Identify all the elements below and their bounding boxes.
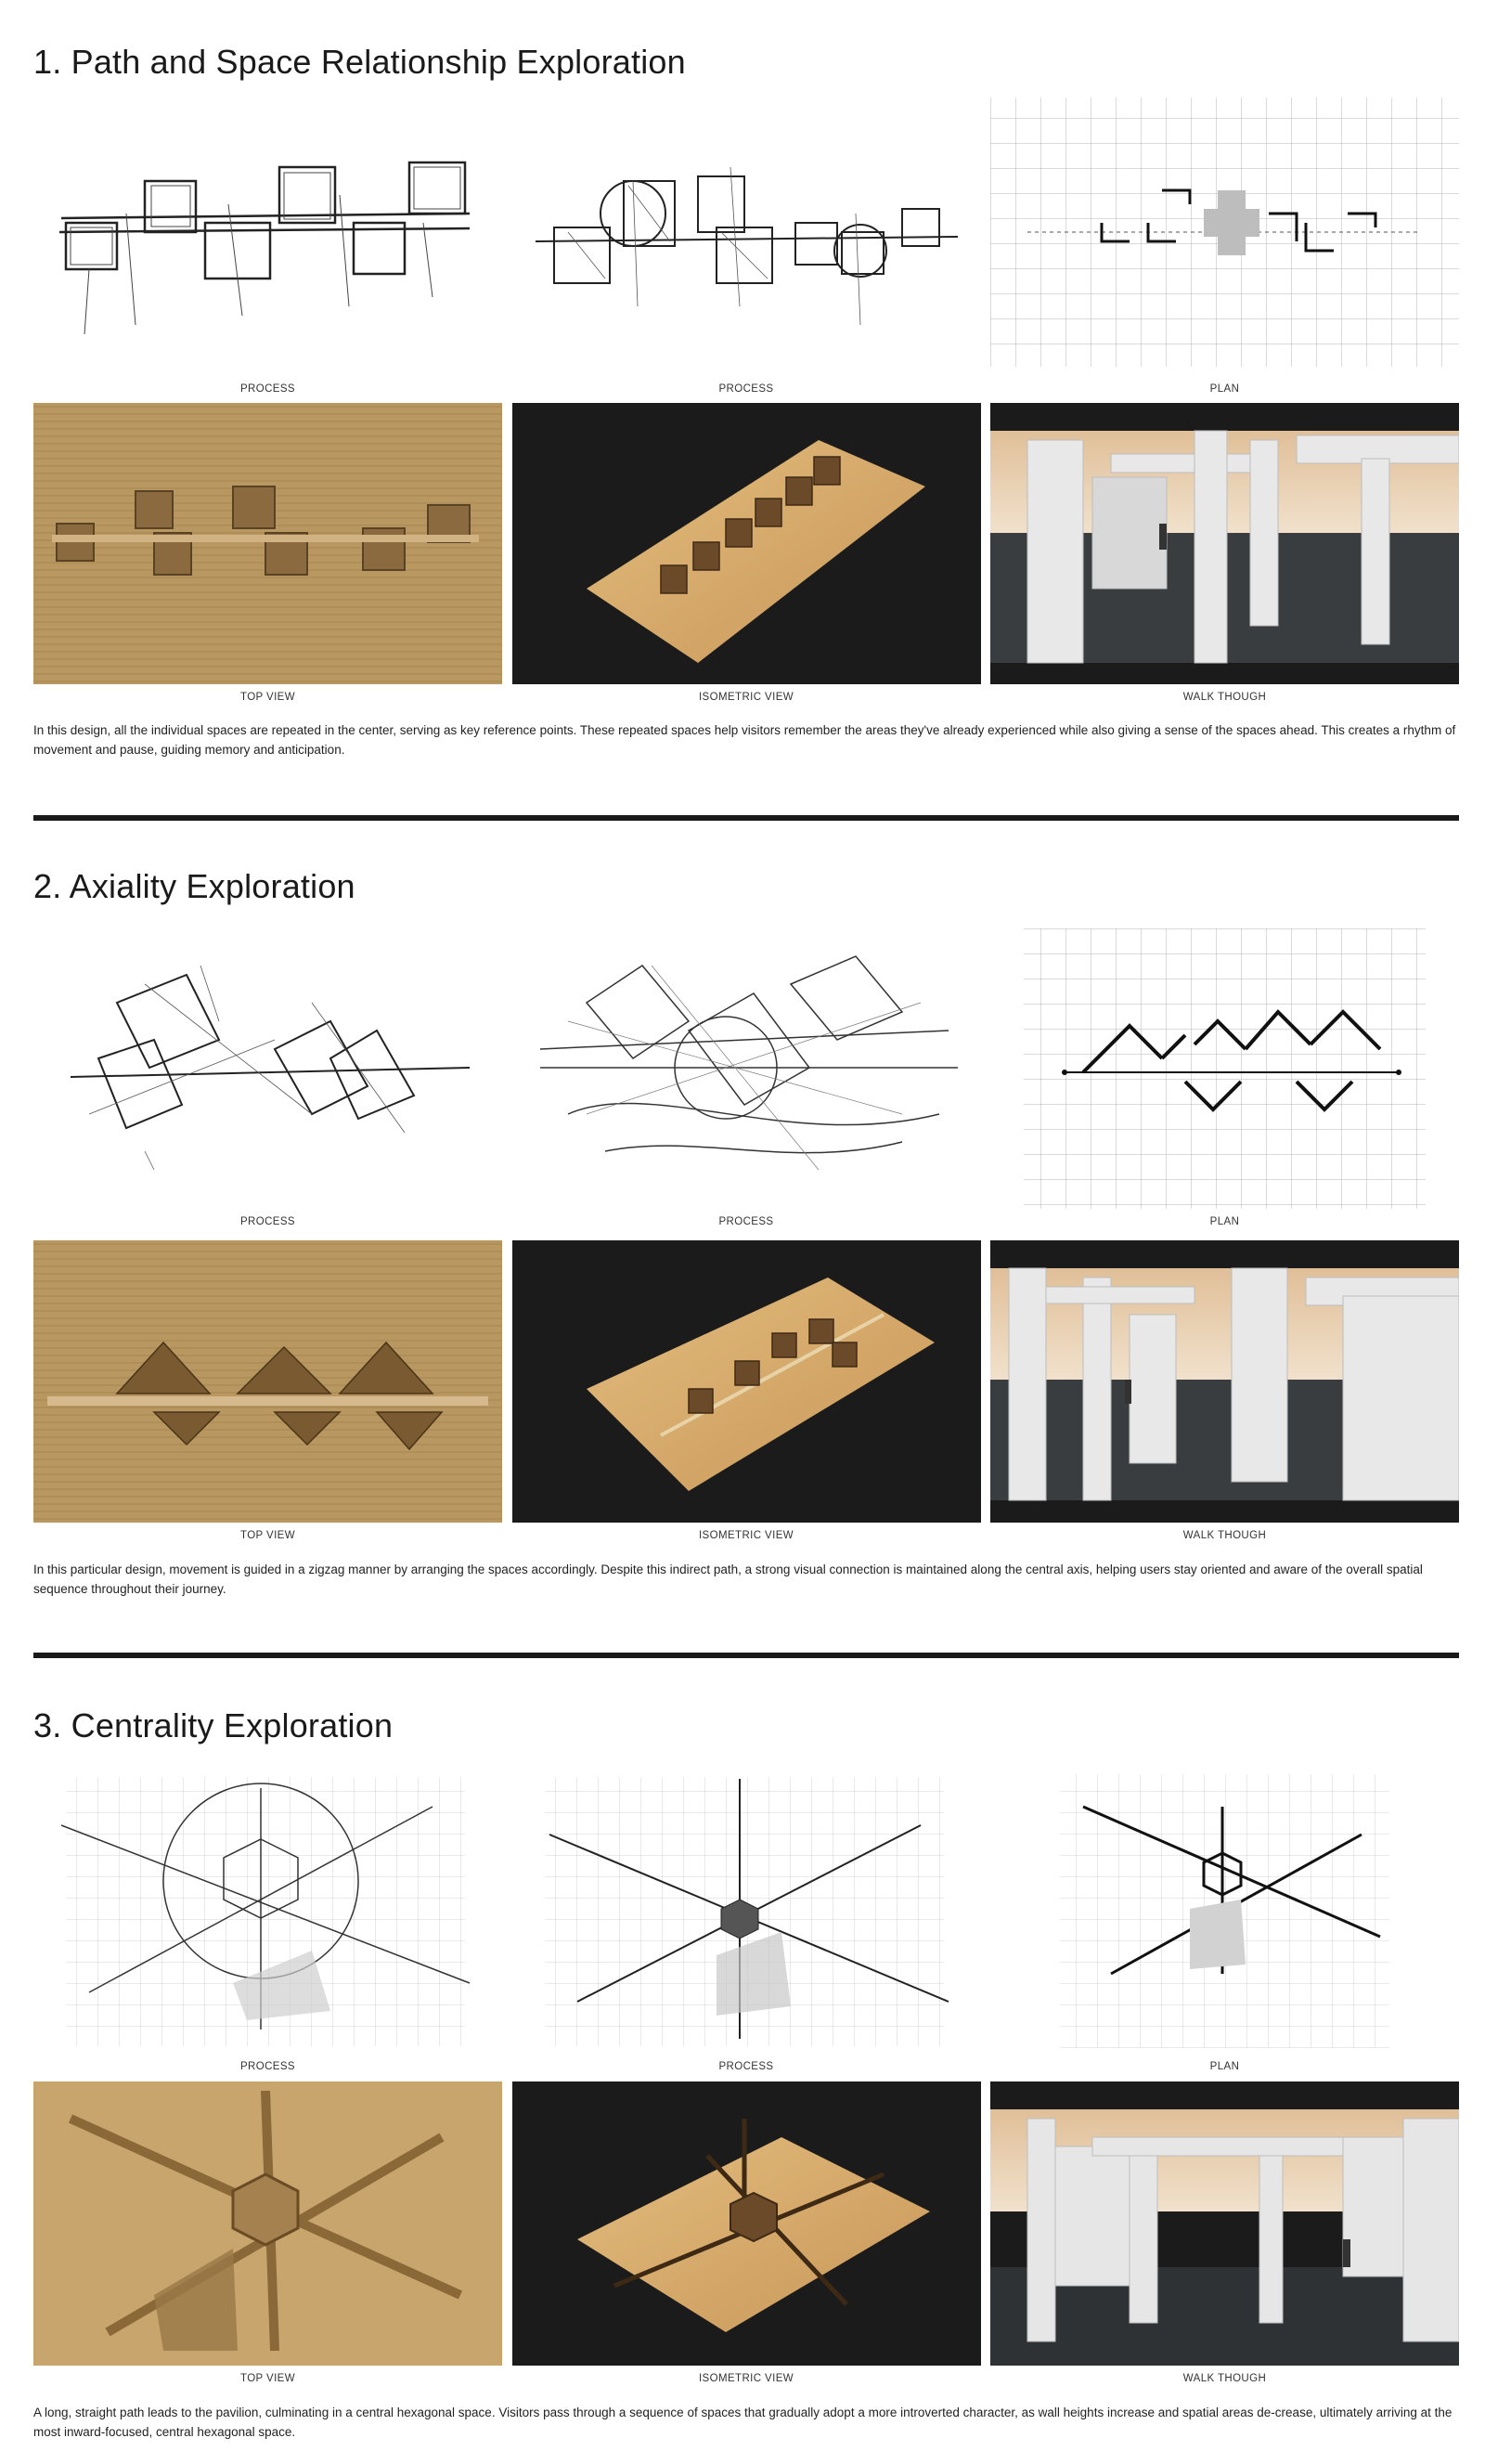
caption: WALK THOUGH <box>1182 2373 1267 2384</box>
caption: PROCESS <box>239 1216 296 1227</box>
figure-process-2 <box>512 1770 981 2074</box>
image-row-bottom <box>33 403 1459 705</box>
figure-plan <box>990 1770 1459 2074</box>
process-sketch <box>33 928 502 1209</box>
caption: TOP VIEW <box>239 692 295 703</box>
figure-isometric-view <box>512 1240 981 1543</box>
caption: ISOMETRIC VIEW <box>698 1530 794 1541</box>
figure-process-1 <box>33 1770 502 2074</box>
caption: TOP VIEW <box>239 2373 295 2384</box>
figure-process-1 <box>33 928 502 1229</box>
section-title: 3. Centrality Exploration <box>33 1706 394 1744</box>
caption: ISOMETRIC VIEW <box>698 2373 794 2384</box>
figure-process-2 <box>512 93 981 396</box>
section-description: In this particular design, movement is guided in a zigzag manner by arranging the spaces accordingly. Despite this indirect path, a strong visual connection is maintained along the central axis, helping users stay oriented and aware of the overall spatial sequence throughout their journey. <box>33 1563 1423 1596</box>
image-row-top <box>33 1770 1459 2074</box>
caption: PLAN <box>1209 2061 1240 2072</box>
caption: WALK THOUGH <box>1182 1530 1267 1541</box>
caption: PROCESS <box>239 383 296 395</box>
section-title: 2. Axiality Exploration <box>33 867 355 905</box>
image-row-bottom <box>33 1240 1459 1543</box>
model-photo <box>33 1240 502 1523</box>
section-divider <box>33 815 1459 821</box>
plan-drawing <box>990 93 1459 376</box>
caption: PROCESS <box>718 1216 774 1227</box>
image-row-bottom <box>33 2081 1459 2386</box>
render <box>990 1240 1459 1523</box>
process-sketch <box>33 93 502 376</box>
figure-plan <box>990 928 1459 1229</box>
model-photo <box>512 2081 981 2366</box>
caption: PLAN <box>1209 383 1240 395</box>
figure-top-view <box>33 403 502 705</box>
figure-top-view <box>33 2081 502 2386</box>
process-sketch <box>512 1770 981 2054</box>
model-photo <box>33 2081 502 2366</box>
model-photo <box>512 1240 981 1523</box>
caption: TOP VIEW <box>239 1530 295 1541</box>
plan-drawing <box>990 928 1459 1209</box>
image-row-top <box>33 93 1459 396</box>
figure-plan <box>990 93 1459 396</box>
caption: ISOMETRIC VIEW <box>698 692 794 703</box>
image-row-top <box>33 928 1459 1229</box>
model-photo <box>512 403 981 684</box>
caption: WALK THOUGH <box>1182 692 1267 703</box>
figure-process-2 <box>512 928 981 1229</box>
figure-isometric-view <box>512 2081 981 2386</box>
render <box>990 2081 1459 2366</box>
figure-walk-through <box>990 2081 1459 2386</box>
figure-isometric-view <box>512 403 981 705</box>
model-photo <box>33 403 502 684</box>
plan-drawing <box>990 1770 1459 2054</box>
figure-top-view <box>33 1240 502 1543</box>
section-description: A long, straight path leads to the pavilion, culminating in a central hexagonal space. Visitors pass through a sequence of spaces that gradually adopt a more introverted character, as wall heights increase and spatial areas de-crease, ultimately arriving at the most inward-focused, central hexagonal space. <box>33 2406 1453 2439</box>
caption: PROCESS <box>718 2061 774 2072</box>
figure-walk-through <box>990 1240 1459 1543</box>
render <box>990 403 1459 684</box>
figure-walk-through <box>990 403 1459 705</box>
caption: PROCESS <box>239 2061 296 2072</box>
section-title: 1. Path and Space Relationship Exploration <box>33 43 686 81</box>
caption: PLAN <box>1209 1216 1240 1227</box>
process-sketch <box>33 1770 502 2054</box>
caption: PROCESS <box>718 383 774 395</box>
section-divider <box>33 1653 1459 1658</box>
process-sketch <box>512 928 981 1209</box>
section-description: In this design, all the individual spaces are repeated in the center, serving as key reference points. These repeated spaces help visitors remember the areas they've already experienced while also giving a sense of the spaces ahead. This creates a rhythm of movement and pause, guiding memory and anticipation. <box>33 723 1456 757</box>
process-sketch <box>512 93 981 376</box>
figure-process-1 <box>33 93 502 396</box>
